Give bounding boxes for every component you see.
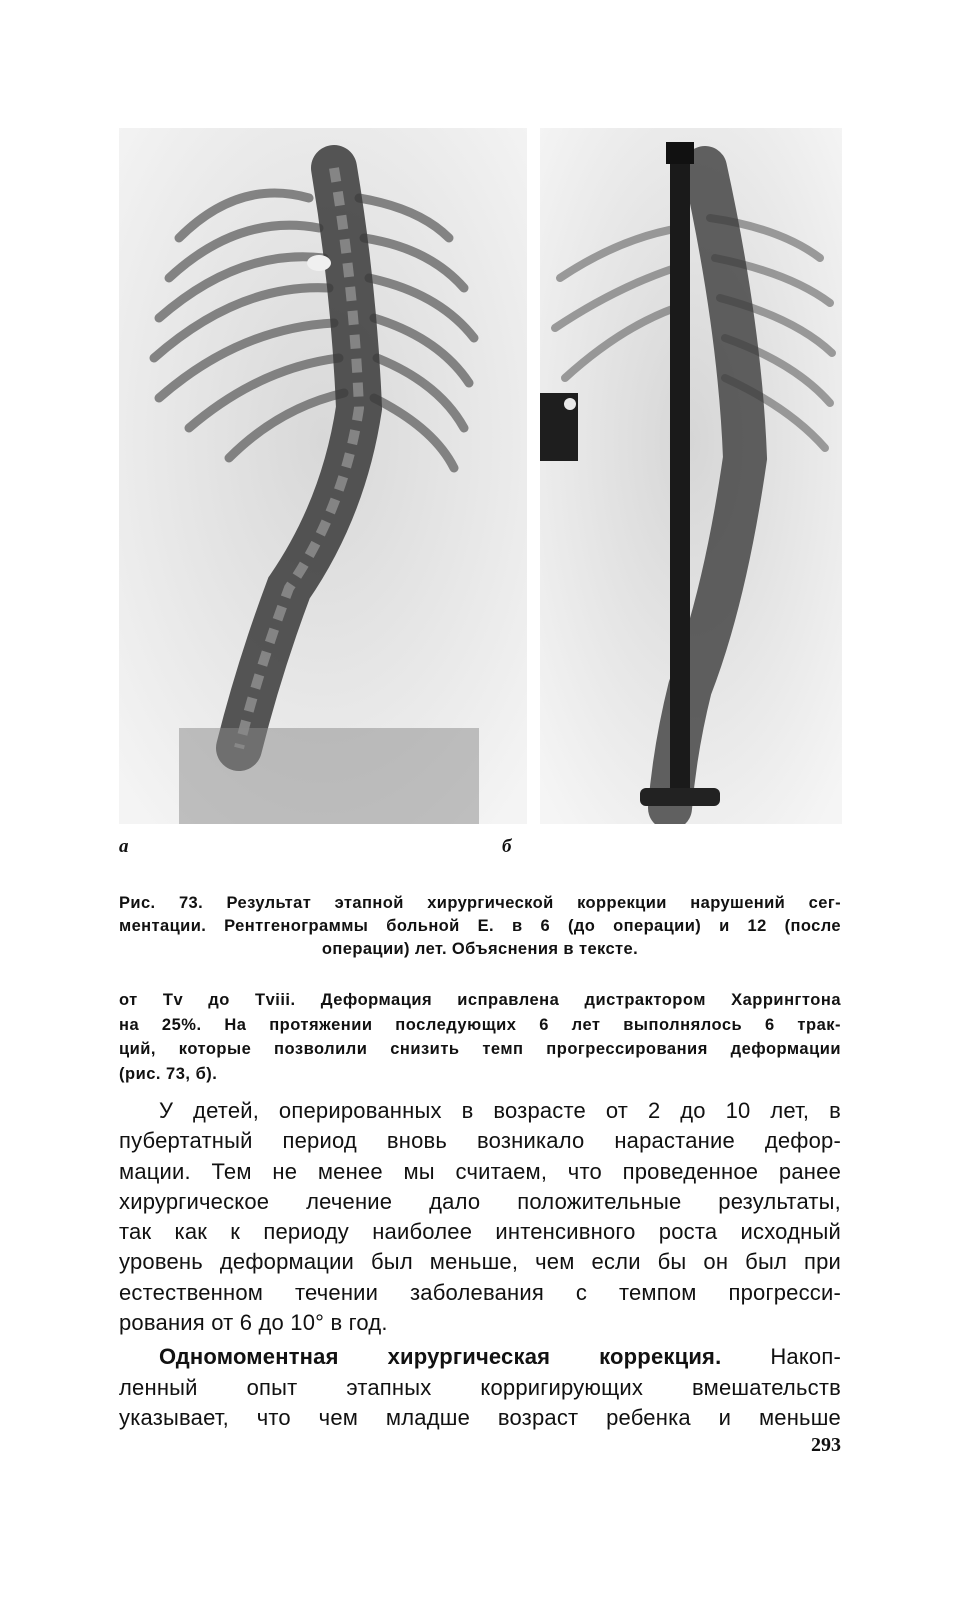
caption-line: ментации. Рентгенограммы больной Е. в 6 (до операции) и 12 (после (119, 917, 841, 935)
body-line-rest: Накоп- (721, 1344, 842, 1370)
body-line: так как к периоду наиболее интенсивного роста исходный (119, 1219, 841, 1245)
xray-image-a (119, 128, 527, 824)
figure-caption (119, 892, 841, 961)
caption-line: Рис. 73. Результат этапной хирургической коррекции нарушений сег- (119, 894, 841, 912)
body-line: ленный опыт этапных корригирующих вмешательств (119, 1374, 841, 1400)
small-text-line: на 25%. На протяжении последующих 6 лет выполнялось 6 трак- (119, 1015, 841, 1034)
body-line: указывает, что чем младше возраст ребенка и меньше (119, 1404, 841, 1430)
body-line: естественном течении заболевания с темпом прогресси- (119, 1279, 841, 1305)
body-line: У детей, оперированных в возрасте от 2 до 10 лет, в (159, 1098, 841, 1123)
body-text (119, 1096, 841, 1433)
body-line (119, 1342, 841, 1372)
body-line: мации. Тем не менее мы считаем, что проведенное ранее (119, 1158, 841, 1184)
small-text-line: ций, которые позволили снизить темп прогрессирования деформации (119, 1040, 841, 1058)
section-heading: Одномоментная хирургическая коррекция. (159, 1344, 722, 1370)
body-line: уровень деформации был меньше, чем если бы он был при (119, 1249, 841, 1275)
caption-line: операции) лет. Объяснения в тексте. (321, 940, 639, 958)
small-text-line: (рис. 73, б). (119, 1064, 218, 1083)
small-text-line: от Tv до Tviii. Деформация исправлена дистрактором Харрингтона (119, 991, 841, 1009)
xray-image-b (540, 128, 842, 824)
panel-label-b: б (502, 836, 512, 857)
body-line: пубертатный период вновь возникало нарастание дефор- (119, 1128, 841, 1154)
page-number: 293 (811, 1434, 841, 1456)
body-line: хирургическое лечение дало положительные результаты, (119, 1188, 841, 1214)
body-line: рования от 6 до 10° в год. (119, 1310, 388, 1336)
panel-label-a: а (119, 836, 129, 857)
small-print-paragraph (119, 988, 841, 1086)
